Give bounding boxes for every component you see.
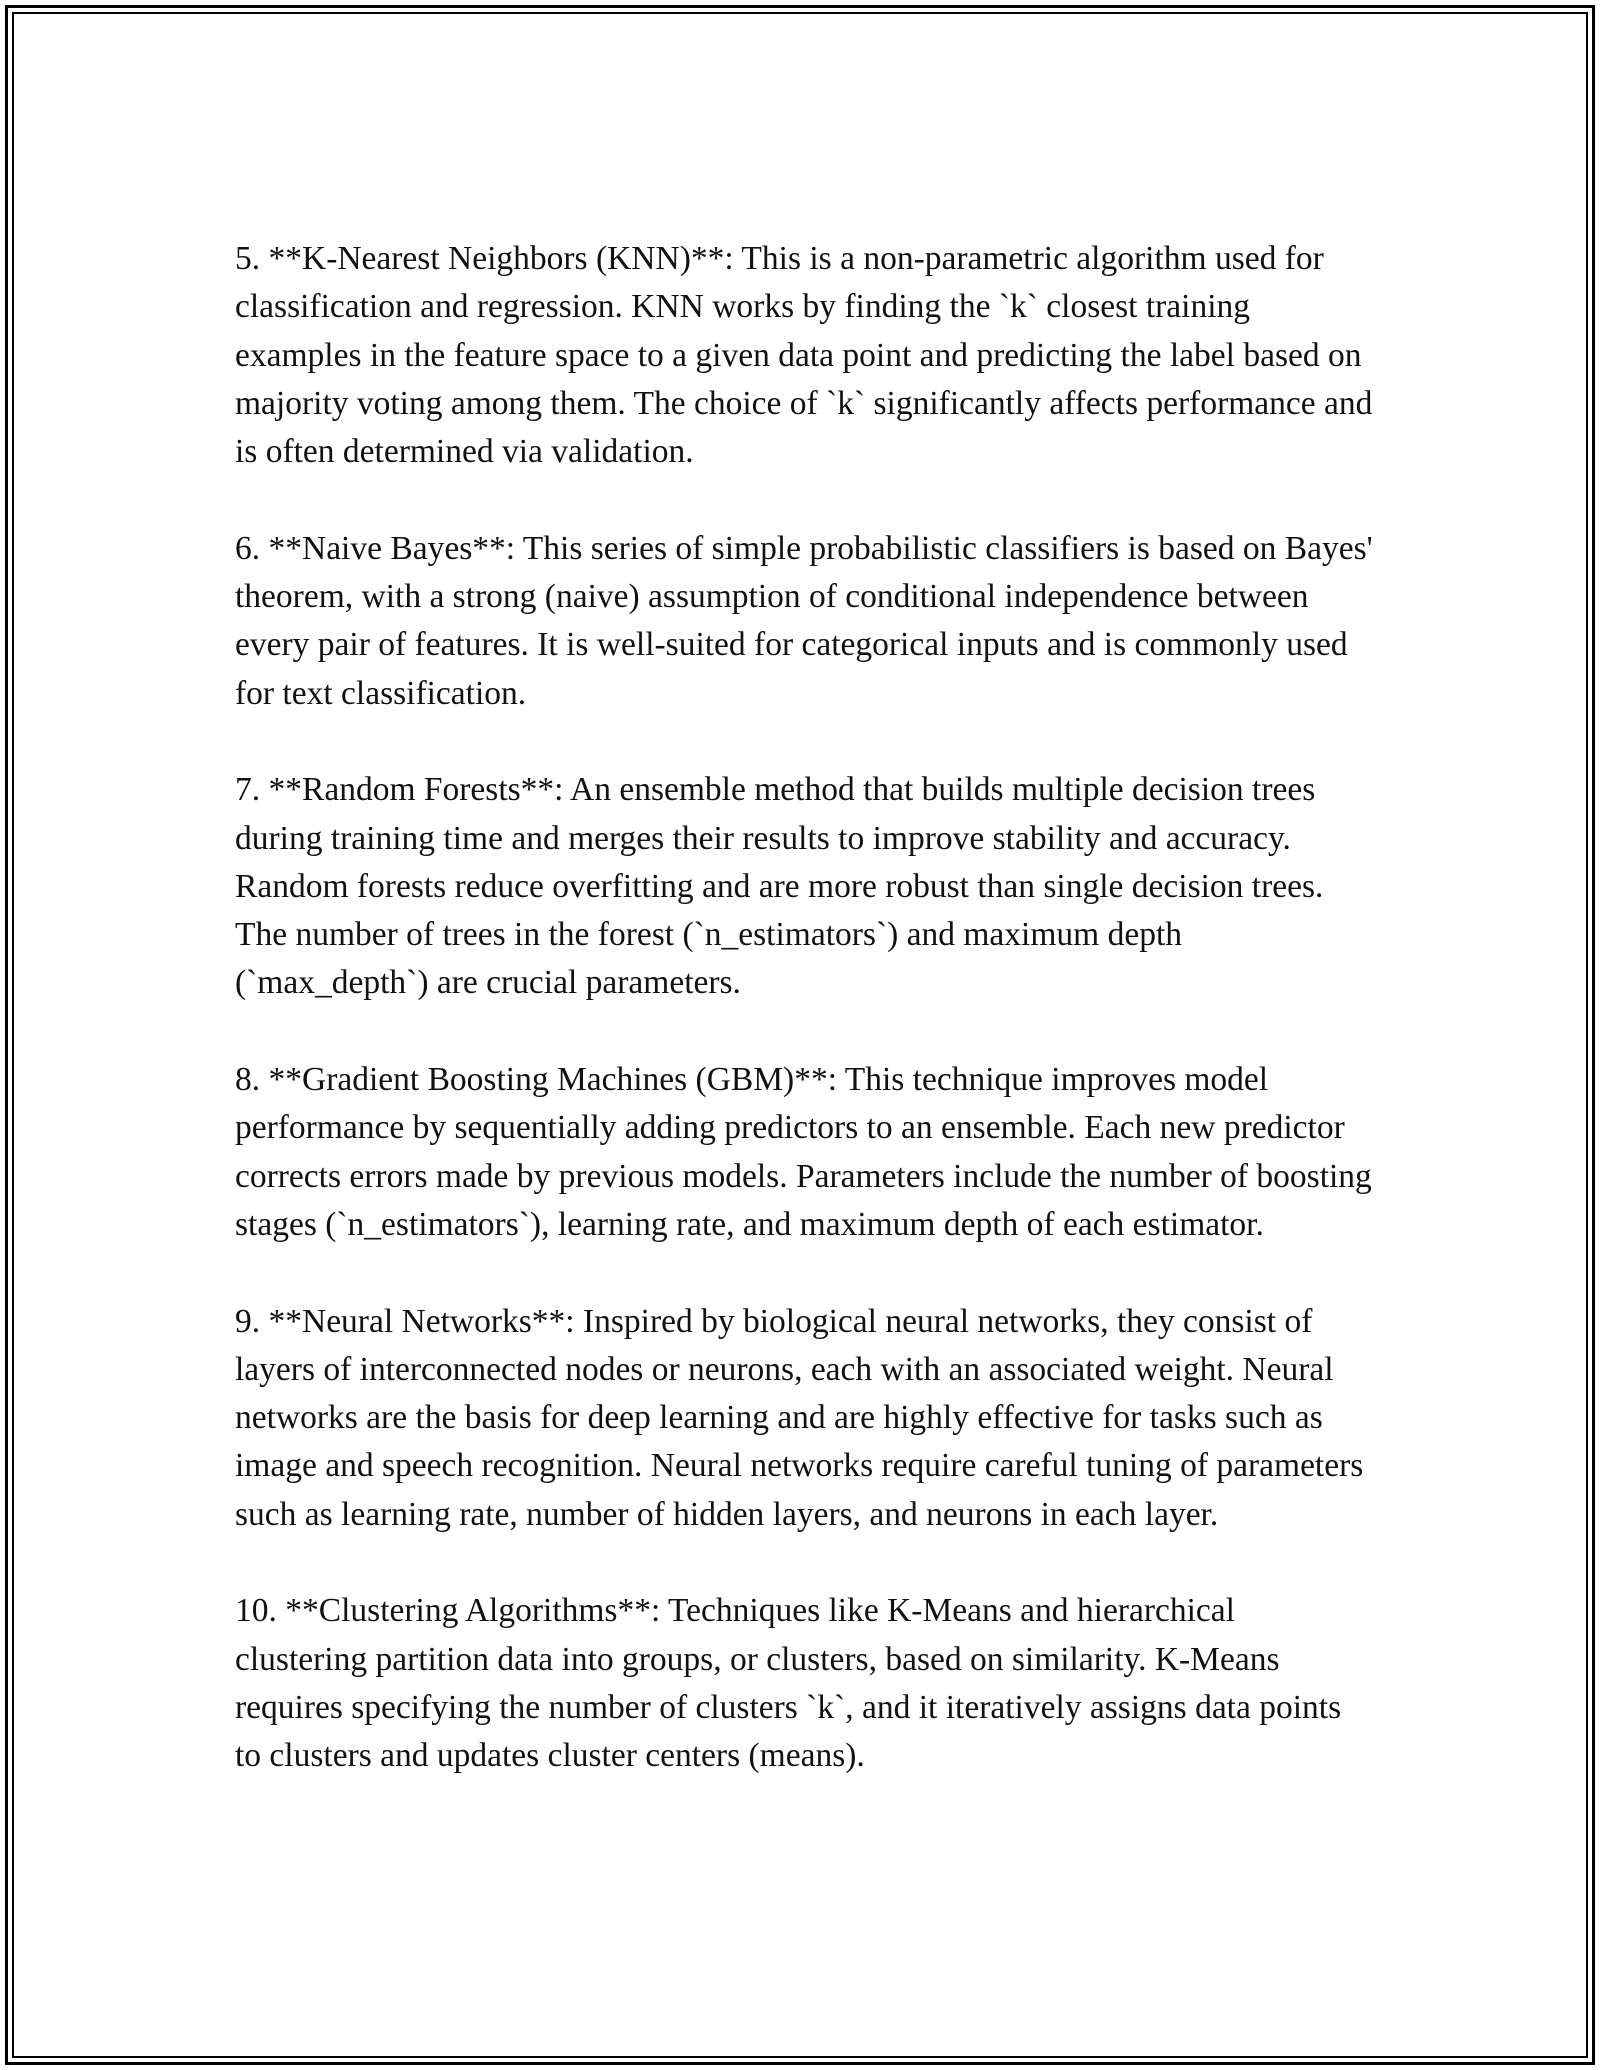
document-body: [235, 235, 1375, 1781]
paragraph-knn: 5. **K-Nearest Neighbors (KNN)**: This is a non-parametric algorithm used for classification and regression. KNN works by finding the `k` closest training examples in the feature space to a given data point and predicting the label based on majority voting among them. The choice of `k` significantly affects performance and is often determined via validation.: [235, 240, 1373, 471]
paragraph-random-forests: 7. **Random Forests**: An ensemble method that builds multiple decision trees during training time and merges their results to improve stability and accuracy. Random forests reduce overfitting and are more robust than single decision trees. The number of trees in the forest (`n_estimators`) and maximum depth (`max_depth`) are crucial parameters.: [235, 771, 1324, 1002]
paragraph-neural-networks: 9. **Neural Networks**: Inspired by biological neural networks, they consist of layers of interconnected nodes or neurons, each with an associated weight. Neural networks are the basis for deep learning and are highly effective for tasks such as image and speech recognition. Neural networks require careful tuning of parameters such as learning rate, number of hidden layers, and neurons in each layer.: [235, 1302, 1364, 1533]
paragraph-naive-bayes: 6. **Naive Bayes**: This series of simple probabilistic classifiers is based on Bayes' theorem, with a strong (naive) assumption of conditional independence between every pair of features. It is well-suited for categorical inputs and is commonly used for text classification.: [235, 529, 1373, 712]
paragraph-gradient-boosting: 8. **Gradient Boosting Machines (GBM)**: This technique improves model performance by sequentially adding predictors to an ensemble. Each new predictor corrects errors made by previous models. Parameters include the number of boosting stages (`n_estimators`), learning rate, and maximum depth of each estimator.: [235, 1061, 1372, 1243]
paragraph-clustering: 10. **Clustering Algorithms**: Techniques like K-Means and hierarchical clustering partition data into groups, or clusters, based on similarity. K-Means requires specifying the number of clusters `k`, and it iteratively assigns data points to clusters and updates cluster centers (means).: [235, 1592, 1342, 1775]
